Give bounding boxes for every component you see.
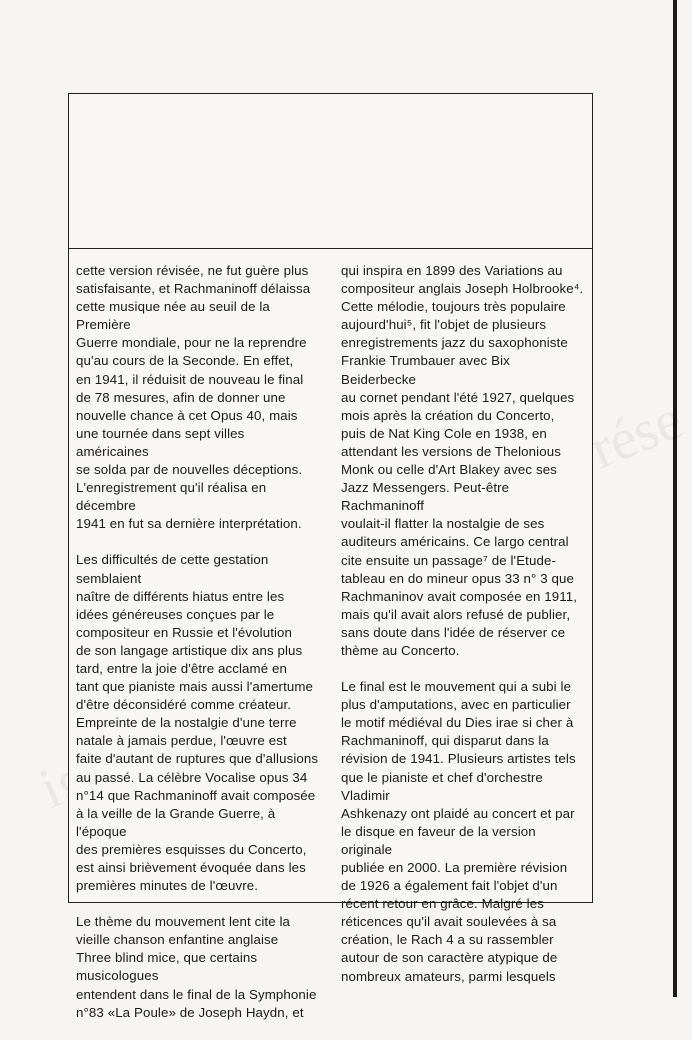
image-placeholder-box <box>69 94 592 249</box>
paragraph: Les difficultés de cette gestation semblaient naître de différents hiatus entre les idées généreuses conçues par le compositeur en Russie et l'évolution de son langage artistique dix ans plus tard, entre la joie d'être acclamé en tant que pianiste mais aussi l'amertume d'être déconsidéré comme créateur. Empreinte de la nostalgie d'une terre natale à jamais perdue, l'œuvre est faite d'autant de ruptures que d'allusions au passé. La célèbre Vocalise opus 34 n°14 que Rachmaninoff avait composée à la veille de la Grande Guerre, à l'époque des premières esquisses du Concerto, est ainsi brièvement évoquée dans les premières minutes de l'œuvre. <box>76 552 319 894</box>
right-column <box>341 262 587 1004</box>
watermark-right: rése <box>580 385 692 482</box>
paragraph: Le final est le mouvement qui a subi le plus d'amputations, avec en particulier le motif médiéval du Dies irae si cher à Rachmaninoff, qui disparut dans la révision de 1941. Plusieurs artistes tels que le pianiste et chef d'orchestre Vladimir Ashkenazy ont plaidé au concert et par le disque en faveur de la version originale publiée en 2000. La première révision de 1926 a également fait l'objet d'un récent retour en grâce. Malgré les réticences qu'il avait soulevées à sa création, le Rach 4 a su rassembler autour de son caractère atypique de nombreux amateurs, parmi lesquels <box>341 679 576 984</box>
paragraph: cette version révisée, ne fut guère plus satisfaisante, et Rachmaninoff délaissa cette musique née au seuil de la Première Guerre mondiale, pour ne la reprendre qu'au cours de la Seconde. En effet, en 1941, il réduisit de nouveau le final de 78 mesures, afin de donner une nouvelle chance à cet Opus 40, mais une tournée dans sept villes américaines se solda par de nouvelles déceptions. L'enregistrement qu'il réalisa en décembre 1941 en fut sa dernière interprétation. <box>76 263 311 532</box>
left-column <box>76 262 319 1040</box>
paragraph: qui inspira en 1899 des Variations au compositeur anglais Joseph Holbrooke⁴. Cette mélodie, toujours très populaire aujourd'hui⁵, fit l'objet de plusieurs enregistrements jazz du saxophoniste Frankie Trumbauer avec Bix Beiderbecke au cornet pendant l'été 1927, quelques mois après la création du Concerto, puis de Nat King Cole en 1938, en attendant les versions de Thelonious Monk ou celle d'Art Blakey avec ses Jazz Messengers. Peut-être Rachmaninoff voulait-il flatter la nostalgie de ses auditeurs américains. Ce largo central cite ensuite un passage⁷ de l'Etude- tableau en do mineur opus 33 n° 3 que Rachmaninov avait composée en 1911, mais qu'il avait alors refusé de publier, sans doute dans l'idée de réserver ce thème au Concerto. <box>341 263 584 658</box>
page-edge <box>673 0 677 997</box>
page-frame <box>68 93 593 1020</box>
paragraph: Le thème du mouvement lent cite la vieille chanson enfantine anglaise Three blind mice, que certains musicologues entendent dans le final de la Symphonie n°83 «La Poule» de Joseph Haydn, et <box>76 914 317 1020</box>
